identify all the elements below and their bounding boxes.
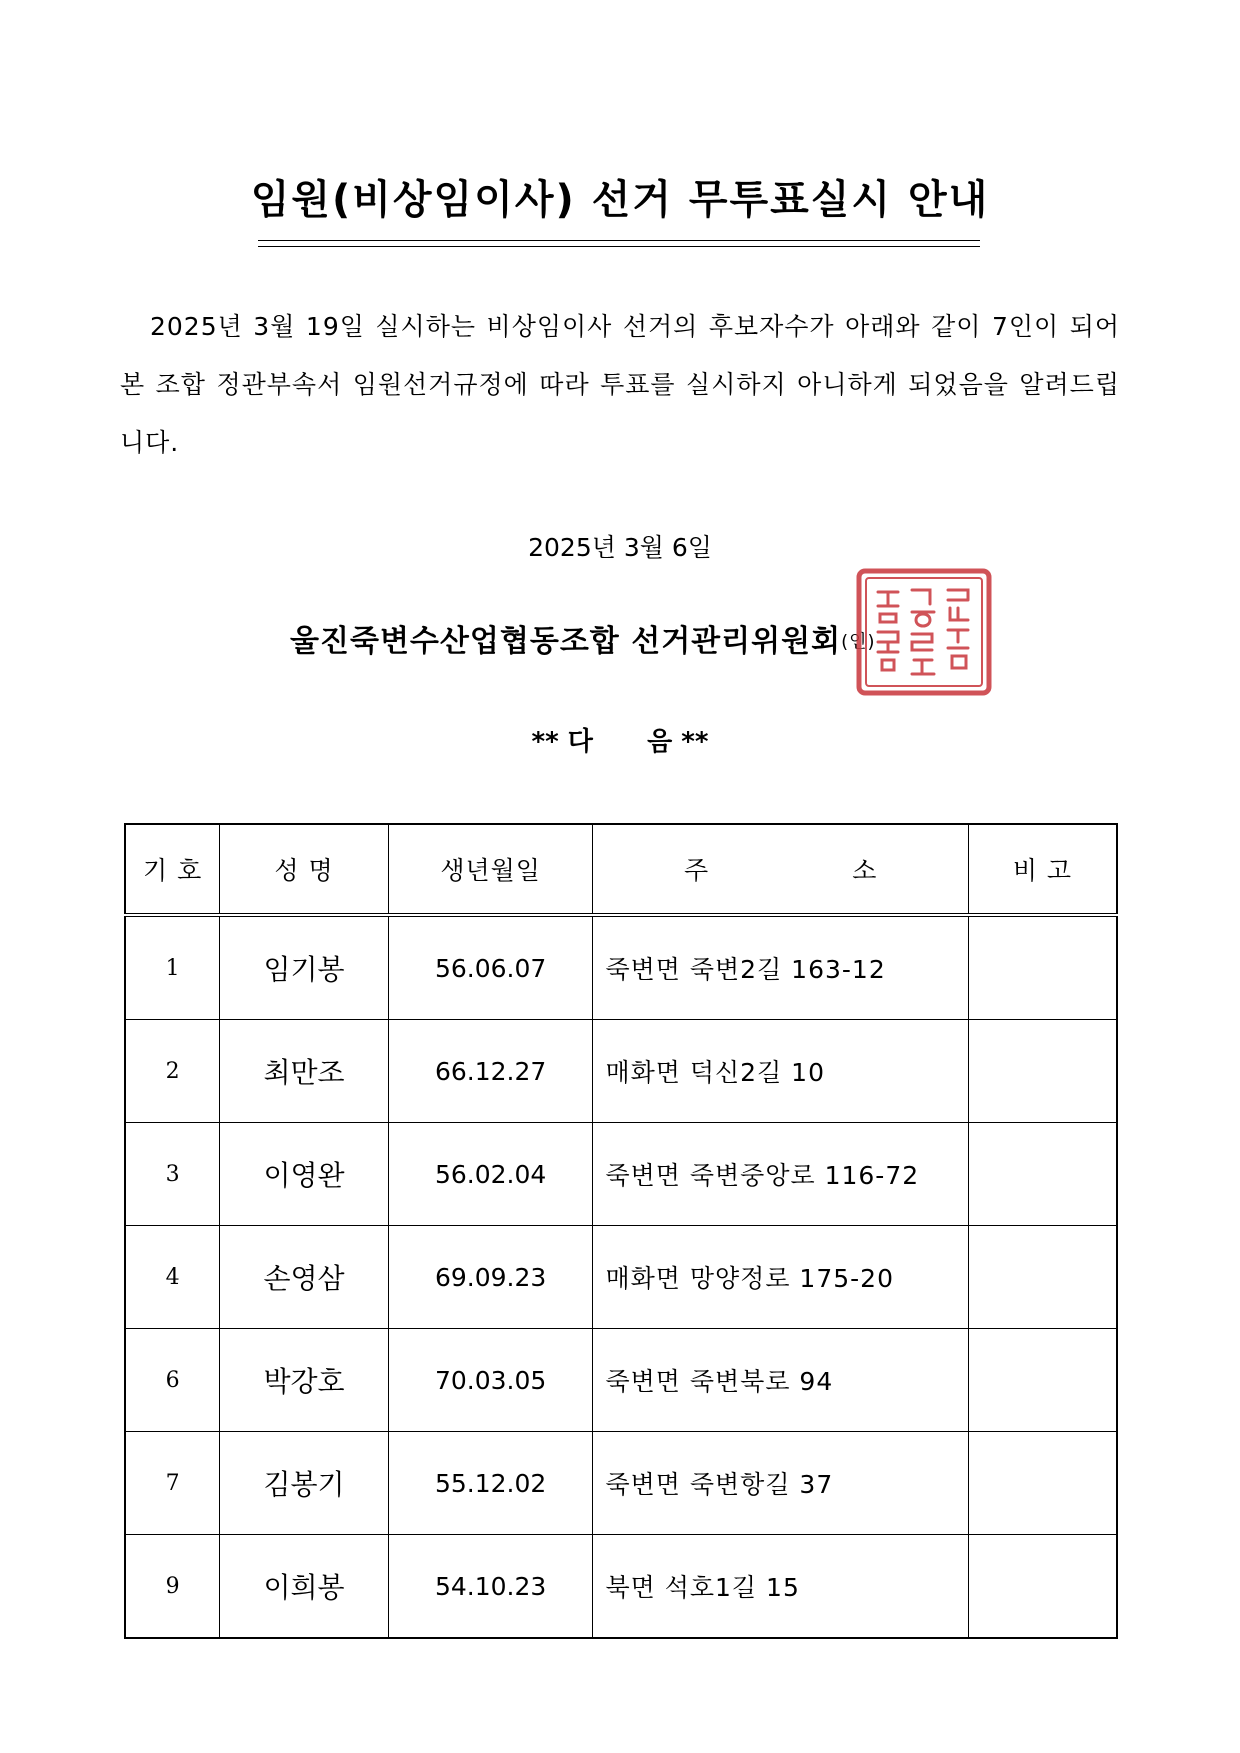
candidate-note [968,1123,1117,1226]
organization-name: 울진죽변수산업협동조합 선거관리위원회 [290,624,842,659]
candidate-note [968,1226,1117,1329]
candidate-number: 4 [125,1226,220,1329]
header-name: 성 명 [220,824,389,915]
document-title: 임원(비상임이사) 선거 무투표실시 안내 [250,177,990,223]
candidate-name: 최만조 [220,1020,389,1123]
candidate-note [968,915,1117,1020]
candidate-birthdate: 69.09.23 [388,1226,593,1329]
candidate-birthdate: 56.06.07 [388,915,593,1020]
header-note: 비 고 [968,824,1117,915]
candidate-address: 죽변면 죽변중앙로 116-72 [593,1123,968,1226]
candidate-number: 9 [125,1535,220,1639]
header-address: 주 소 [593,824,968,915]
title-underline [258,240,980,247]
table-row [125,915,1117,1020]
candidate-birthdate: 66.12.27 [388,1020,593,1123]
candidate-note [968,1020,1117,1123]
notice-body: 2025년 3월 19일 실시하는 비상임이사 선거의 후보자수가 아래와 같이 7인이 되어 본 조합 정관부속서 임원선거규정에 따라 투표를 실시하지 아니하게 되었음을 알려드립니다. [120,312,1120,457]
candidate-name: 이희봉 [220,1535,389,1639]
candidate-address: 죽변면 죽변북로 94 [593,1329,968,1432]
table-row [125,1123,1117,1226]
candidate-number: 3 [125,1123,220,1226]
candidate-address: 죽변면 죽변2길 163-12 [593,915,968,1020]
candidate-birthdate: 70.03.05 [388,1329,593,1432]
candidate-address: 북면 석호1길 15 [593,1535,968,1639]
notice-date: 2025년 3월 6일 [528,533,712,562]
following-label: ** 다 음 ** [531,727,709,757]
candidate-name: 손영삼 [220,1226,389,1329]
candidate-number: 6 [125,1329,220,1432]
header-birthdate: 생년월일 [388,824,593,915]
table-row [125,1226,1117,1329]
official-seal-stamp [856,568,992,696]
table-row [125,1432,1117,1535]
organization-signature [290,620,876,665]
candidate-name: 김봉기 [220,1432,389,1535]
table-row [125,1535,1117,1639]
candidate-number: 1 [125,915,220,1020]
candidate-address: 매화면 망양정로 175-20 [593,1226,968,1329]
candidate-table [124,823,1118,1639]
header-number: 기 호 [125,824,220,915]
seal-mark: (인) [841,631,876,653]
candidate-name: 박강호 [220,1329,389,1432]
candidate-birthdate: 56.02.04 [388,1123,593,1226]
table-row [125,1329,1117,1432]
candidate-number: 7 [125,1432,220,1535]
candidate-note [968,1535,1117,1639]
candidate-address: 죽변면 죽변항길 37 [593,1432,968,1535]
table-row [125,1020,1117,1123]
candidate-number: 2 [125,1020,220,1123]
candidate-note [968,1329,1117,1432]
candidate-name: 임기봉 [220,915,389,1020]
candidate-birthdate: 54.10.23 [388,1535,593,1639]
candidate-birthdate: 55.12.02 [388,1432,593,1535]
candidate-address: 매화면 덕신2길 10 [593,1020,968,1123]
table-header-row [125,824,1117,915]
candidate-note [968,1432,1117,1535]
candidate-name: 이영완 [220,1123,389,1226]
